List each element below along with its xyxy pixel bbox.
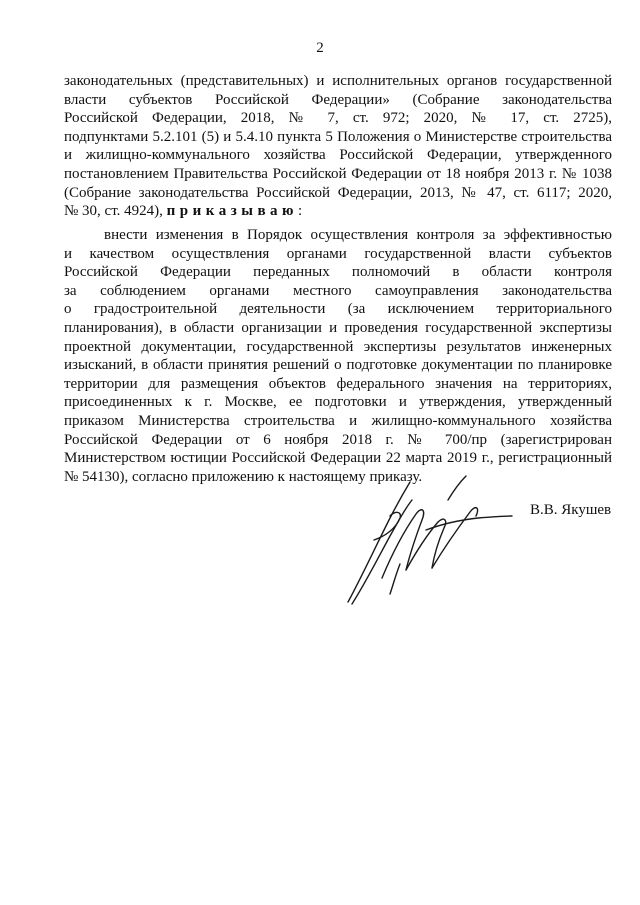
text-line: Российской Федерации переданных полномочий в области контроля bbox=[64, 264, 612, 281]
order-suffix: : bbox=[298, 203, 303, 220]
text-line: и жилищно-коммунального хозяйства Российской Федерации, утвержденного bbox=[64, 147, 612, 164]
text-line: подпунктами 5.2.101 (5) и 5.4.10 пункта 5 Положения о Министерстве строительства bbox=[64, 128, 612, 145]
text-line: власти субъектов Российской Федерации» (Собрание законодательства bbox=[64, 91, 612, 108]
text-line: (Собрание законодательства Российской Федерации, 2013, № 47, ст. 6117; 2020, bbox=[64, 184, 612, 201]
text-line: проектной документации, государственной экспертизы результатов инженерных bbox=[64, 338, 612, 355]
text-line bbox=[64, 202, 612, 221]
text-line: изысканий, в области принятия решений о подготовке документации по планировке bbox=[64, 357, 612, 374]
text-line-prefix: № 30, ст. 4924), bbox=[64, 203, 167, 220]
intro-paragraph bbox=[64, 72, 612, 221]
text-line: присоединенных к г. Москве, ее подготовки и утверждения, утвержденный bbox=[64, 394, 612, 411]
signer-name: В.В. Якушев bbox=[530, 502, 612, 518]
text-line: Министерством юстиции Российской Федерации 22 марта 2019 г., регистрационный bbox=[64, 450, 612, 467]
text-line: постановлением Правительства Российской Федерации от 18 ноября 2013 г. № 1038 bbox=[64, 165, 612, 182]
text-line: Российской Федерации от 6 ноября 2018 г. № 700/пр (зарегистрирован bbox=[64, 431, 612, 448]
text-line: о градостроительной деятельности (за исключением территориального bbox=[64, 301, 612, 318]
order-word: приказываю bbox=[166, 203, 299, 220]
order-paragraph bbox=[64, 226, 612, 486]
page-number: 2 bbox=[316, 40, 324, 56]
text-line: приказом Министерства строительства и жилищно-коммунального хозяйства bbox=[64, 412, 612, 429]
text-line: территории для размещения объектов федерального значения на территориях, bbox=[64, 375, 612, 392]
text-line: № 54130), согласно приложению к настоящему приказу. bbox=[64, 468, 423, 485]
text-line: законодательных (представительных) и исполнительных органов государственной bbox=[64, 73, 612, 89]
text-line: планирования), в области организации и проведения государственной экспертизы bbox=[64, 319, 612, 336]
text-line: внести изменения в Порядок осуществления контроля за эффективностью bbox=[104, 227, 612, 243]
text-line: Российской Федерации, 2018, № 7, ст. 972; 2020, № 17, ст. 2725), bbox=[64, 110, 612, 127]
text-line: за соблюдением органами местного самоуправления законодательства bbox=[64, 282, 612, 299]
signature-image bbox=[330, 470, 520, 610]
text-line: и качеством осуществления органами государственной власти субъектов bbox=[64, 245, 612, 262]
